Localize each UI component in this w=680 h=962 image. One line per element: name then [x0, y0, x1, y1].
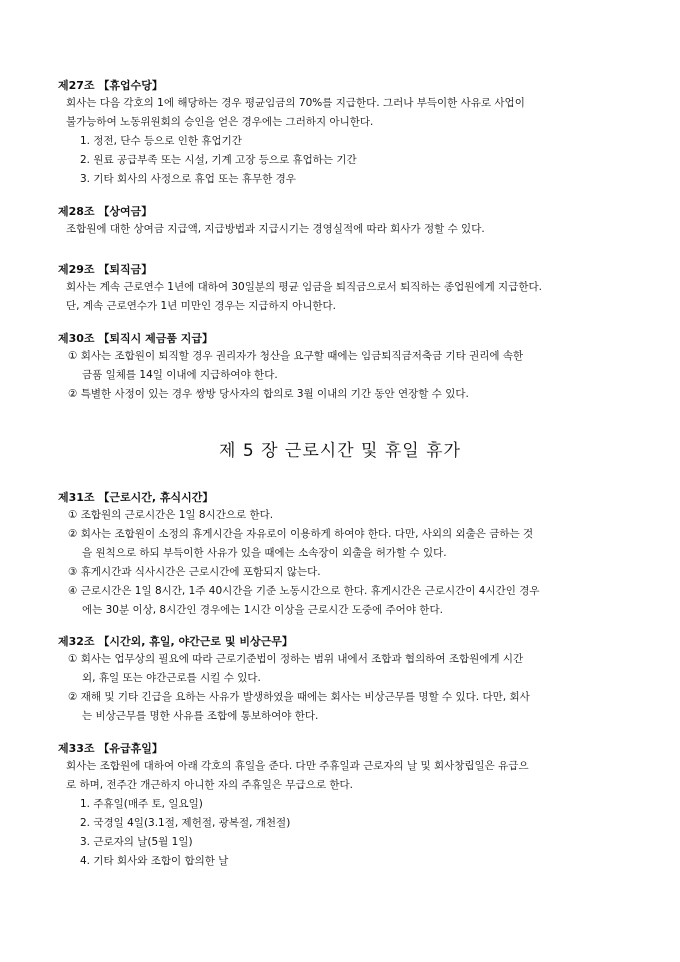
article-33-item: 4. 기타 회사와 조합이 합의한 날	[80, 855, 229, 867]
article-31-clause: ③ 휴게시간과 식사시간은 근로시간에 포함되지 않는다.	[68, 566, 321, 578]
article-33-item: 3. 근로자의 날(5월 1일)	[80, 836, 193, 848]
article-28-title: 제28조 【상여금】	[58, 205, 153, 218]
article-31-clause-cont: 에는 30분 이상, 8시간인 경우에는 1시간 이상을 근로시간 도중에 주어야 한다.	[82, 604, 443, 616]
article-33-line: 회사는 조합원에 대하여 아래 각호의 휴일을 준다. 다만 주휴일과 근로자의 날 및 회사창립일은 유급으	[66, 760, 529, 772]
article-33	[58, 741, 628, 871]
article-31-clause-cont: 을 원칙으로 하되 부득이한 사유가 있을 때에는 소속장이 외출을 허가할 수 있다.	[82, 547, 447, 559]
article-29	[58, 262, 628, 316]
article-32-clause-cont: 는 비상근무를 명한 사유를 조합에 통보하여야 한다.	[82, 710, 319, 722]
article-32-clause-cont: 외, 휴일 또는 야간근로를 시킬 수 있다.	[82, 672, 261, 684]
article-32-clause: ② 재해 및 기타 긴급을 요하는 사유가 발생하였을 때에는 회사는 비상근무를 명할 수 있다. 다만, 회사	[68, 691, 530, 703]
article-31-clause: ④ 근로시간은 1일 8시간, 1주 40시간을 기준 노동시간으로 한다. 휴게시간은 근로시간이 4시간인 경우	[68, 585, 540, 597]
article-31	[58, 490, 628, 620]
article-27-line: 불가능하여 노동위원회의 승인을 얻은 경우에는 그러하지 아니한다.	[66, 116, 374, 128]
article-33-item: 1. 주휴일(매주 토, 일요일)	[80, 798, 203, 810]
article-30-clause: ② 특별한 사정이 있는 경우 쌍방 당사자의 합의로 3월 이내의 기간 동안 연장할 수 있다.	[68, 388, 469, 400]
chapter-heading: 제 5 장 근로시간 및 휴일 휴가	[219, 441, 461, 461]
article-30	[58, 331, 628, 404]
article-29-line: 회사는 계속 근로연수 1년에 대하여 30일분의 평균 임금을 퇴직금으로서 퇴직하는 종업원에게 지급한다.	[66, 281, 542, 293]
article-31-clause: ② 회사는 조합원이 소정의 휴게시간을 자유로이 이용하게 하여야 한다. 다만, 사외의 외출은 금하는 것	[68, 528, 534, 540]
article-27-item: 3. 기타 회사의 사정으로 휴업 또는 휴무한 경우	[80, 173, 296, 185]
article-27-item: 2. 원료 공급부족 또는 시설, 기계 고장 등으로 휴업하는 기간	[80, 154, 357, 166]
article-33-title: 제33조 【유급휴일】	[58, 742, 163, 755]
article-28-line: 조합원에 대한 상여금 지급액, 지급방법과 지급시기는 경영실적에 따라 회사가 정할 수 있다.	[66, 223, 485, 235]
article-27	[58, 78, 628, 189]
article-27-title: 제27조 【휴업수당】	[58, 79, 163, 92]
article-28	[58, 204, 628, 239]
article-27-line: 회사는 다음 각호의 1에 해당하는 경우 평균임금의 70%를 지급한다. 그러나 부득이한 사유로 사업이	[66, 97, 525, 109]
article-32-clause: ① 회사는 업무상의 필요에 따라 근로기준법이 정하는 범위 내에서 조합과 협의하여 조합원에게 시간	[68, 653, 524, 665]
article-31-clause: ① 조합원의 근로시간은 1일 8시간으로 한다.	[68, 509, 274, 521]
article-27-item: 1. 정전, 단수 등으로 인한 휴업기간	[80, 135, 242, 147]
article-29-title: 제29조 【퇴직금】	[58, 263, 153, 276]
article-31-title: 제31조 【근로시간, 휴식시간】	[58, 491, 214, 504]
article-32-title: 제32조 【시간외, 휴일, 야간근로 및 비상근무】	[58, 635, 293, 648]
article-30-clause-cont: 금품 일체를 14일 이내에 지급하여야 한다.	[82, 369, 278, 381]
article-33-item: 2. 국경일 4일(3.1절, 제헌절, 광복절, 개천절)	[80, 817, 291, 829]
article-33-line: 로 하며, 전주간 개근하지 아니한 자의 주휴일은 무급으로 한다.	[66, 779, 353, 791]
article-30-title: 제30조 【퇴직시 제금품 지급】	[58, 332, 214, 345]
article-29-line: 단, 계속 근로연수가 1년 미만인 경우는 지급하지 아니한다.	[66, 300, 337, 312]
article-32	[58, 634, 628, 726]
article-30-clause: ① 회사는 조합원이 퇴직할 경우 권리자가 청산을 요구할 때에는 임금퇴직금저축금 기타 권리에 속한	[68, 350, 524, 362]
